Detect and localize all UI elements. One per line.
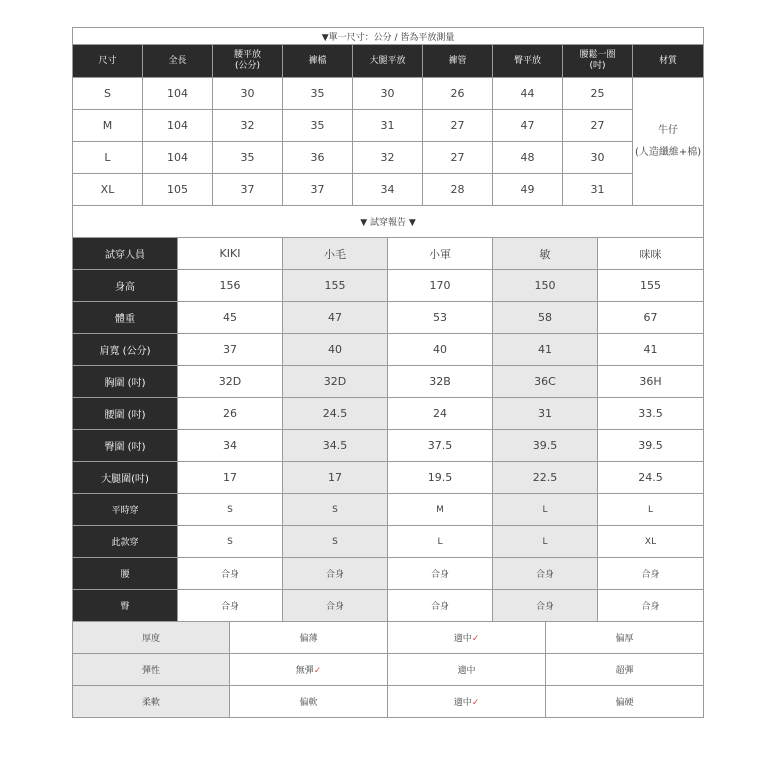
size-row xyxy=(73,142,704,174)
try-on-value: 敏 xyxy=(493,238,598,270)
size-chart-sheet xyxy=(72,27,703,718)
size-value: 104 xyxy=(143,142,213,174)
try-on-value: 155 xyxy=(598,270,704,302)
try-on-table xyxy=(72,205,704,622)
size-value: 27 xyxy=(423,110,493,142)
size-header-text: 全長 xyxy=(168,55,187,66)
try-on-title: ▼ 試穿報告 ▼ xyxy=(73,206,704,238)
try-on-value: S xyxy=(283,526,388,558)
try-on-value: 32D xyxy=(283,366,388,398)
try-on-label: 大腿圍(吋) xyxy=(73,462,178,494)
try-on-row xyxy=(73,398,704,430)
size-label: XL xyxy=(73,174,143,206)
try-on-label: 胸圍 (吋) xyxy=(73,366,178,398)
try-on-value: 150 xyxy=(493,270,598,302)
try-on-value: 32D xyxy=(178,366,283,398)
try-on-value: 合身 xyxy=(388,590,493,622)
try-on-value: 合身 xyxy=(178,590,283,622)
fabric-option xyxy=(546,686,704,718)
try-on-row xyxy=(73,558,704,590)
size-value: 31 xyxy=(563,174,633,206)
try-on-value: 31 xyxy=(493,398,598,430)
fabric-option-text: 偏軟 xyxy=(299,698,318,708)
try-on-value: 36C xyxy=(493,366,598,398)
size-row xyxy=(73,174,704,206)
try-on-label: 肩寬 (公分) xyxy=(73,334,178,366)
try-on-value: 39.5 xyxy=(598,430,704,462)
size-value: 32 xyxy=(353,142,423,174)
fabric-label: 彈性 xyxy=(73,654,230,686)
size-value: 34 xyxy=(353,174,423,206)
try-on-label: 體重 xyxy=(73,302,178,334)
try-on-value: 36H xyxy=(598,366,704,398)
size-header-cell xyxy=(633,45,704,78)
size-value: 49 xyxy=(493,174,563,206)
fabric-option xyxy=(388,686,546,718)
try-on-value: 小軍 xyxy=(388,238,493,270)
try-on-value: 67 xyxy=(598,302,704,334)
try-on-value: S xyxy=(283,494,388,526)
size-value: 28 xyxy=(423,174,493,206)
size-header-text: 大腿平放 xyxy=(369,55,406,66)
try-on-value: 41 xyxy=(598,334,704,366)
check-icon: ✓ xyxy=(471,634,480,644)
try-on-value: 39.5 xyxy=(493,430,598,462)
size-header-cell xyxy=(493,45,563,78)
try-on-label: 腰圍 (吋) xyxy=(73,398,178,430)
try-on-row xyxy=(73,430,704,462)
size-value: 105 xyxy=(143,174,213,206)
try-on-value: 合身 xyxy=(178,558,283,590)
size-value: 25 xyxy=(563,78,633,110)
size-value: 32 xyxy=(213,110,283,142)
fabric-option xyxy=(546,654,704,686)
size-header-text: 尺寸 xyxy=(98,55,117,66)
size-value: 104 xyxy=(143,78,213,110)
fabric-table xyxy=(72,621,704,718)
try-on-label: 身高 xyxy=(73,270,178,302)
try-on-value: 156 xyxy=(178,270,283,302)
try-on-value: 47 xyxy=(283,302,388,334)
try-on-label: 腰 xyxy=(73,558,178,590)
fabric-option-text: 適中 xyxy=(453,698,472,708)
size-header-cell xyxy=(423,45,493,78)
try-on-value: 咪咪 xyxy=(598,238,704,270)
try-on-value: 170 xyxy=(388,270,493,302)
try-on-value: 24.5 xyxy=(598,462,704,494)
try-on-value: 37 xyxy=(178,334,283,366)
try-on-value: 45 xyxy=(178,302,283,334)
size-value: 35 xyxy=(213,142,283,174)
size-value: 26 xyxy=(423,78,493,110)
try-on-value: 26 xyxy=(178,398,283,430)
size-header-cell xyxy=(73,45,143,78)
size-value: 44 xyxy=(493,78,563,110)
size-table-header xyxy=(73,45,704,78)
size-value: 47 xyxy=(493,110,563,142)
fabric-option xyxy=(546,622,704,654)
try-on-row xyxy=(73,302,704,334)
try-on-value: 41 xyxy=(493,334,598,366)
fabric-row xyxy=(73,654,704,686)
fabric-option xyxy=(388,622,546,654)
size-header-text: 材質 xyxy=(659,55,678,66)
try-on-value: L xyxy=(493,526,598,558)
size-table-title: ▼單一尺寸：公分 / 皆為平放測量 xyxy=(73,28,704,45)
try-on-value: 合身 xyxy=(388,558,493,590)
material-text: (人造纖維+棉) xyxy=(634,146,702,158)
size-value: 30 xyxy=(353,78,423,110)
size-header-text: 褲檔 xyxy=(308,55,327,66)
try-on-row xyxy=(73,494,704,526)
size-value: 35 xyxy=(283,78,353,110)
try-on-value: 合身 xyxy=(493,558,598,590)
size-value: 37 xyxy=(283,174,353,206)
try-on-value: 小毛 xyxy=(283,238,388,270)
fabric-body xyxy=(73,622,704,718)
try-on-value: 37.5 xyxy=(388,430,493,462)
size-header-text: (吋) xyxy=(589,61,606,71)
try-on-value: 32B xyxy=(388,366,493,398)
size-row xyxy=(73,78,704,110)
size-header-text: (公分) xyxy=(234,61,261,71)
size-header-cell xyxy=(213,45,283,78)
size-value: 30 xyxy=(563,142,633,174)
fabric-row xyxy=(73,622,704,654)
try-on-value: 19.5 xyxy=(388,462,493,494)
size-value: 35 xyxy=(283,110,353,142)
try-on-row xyxy=(73,526,704,558)
try-on-row xyxy=(73,462,704,494)
try-on-value: 合身 xyxy=(598,590,704,622)
fabric-option-text: 適中 xyxy=(453,634,472,644)
try-on-value: L xyxy=(598,494,704,526)
try-on-value: S xyxy=(178,494,283,526)
size-header-text: 腰鬆一圈 xyxy=(579,50,616,60)
try-on-value: XL xyxy=(598,526,704,558)
try-on-label: 臀 xyxy=(73,590,178,622)
try-on-label: 試穿人員 xyxy=(73,238,178,270)
try-on-row xyxy=(73,366,704,398)
try-on-value: L xyxy=(493,494,598,526)
material-text: 牛仔 xyxy=(658,124,679,136)
size-value: 36 xyxy=(283,142,353,174)
try-on-value: 40 xyxy=(388,334,493,366)
size-label: M xyxy=(73,110,143,142)
try-on-value: 40 xyxy=(283,334,388,366)
try-on-value: 合身 xyxy=(283,558,388,590)
size-header-text: 腰平放 xyxy=(233,50,261,60)
try-on-label: 平時穿 xyxy=(73,494,178,526)
size-value: 48 xyxy=(493,142,563,174)
try-on-value: L xyxy=(388,526,493,558)
try-on-value: KIKI xyxy=(178,238,283,270)
fabric-label: 厚度 xyxy=(73,622,230,654)
fabric-option xyxy=(230,622,388,654)
fabric-row xyxy=(73,686,704,718)
size-header-cell xyxy=(283,45,353,78)
try-on-value: M xyxy=(388,494,493,526)
size-header-text: 褲管 xyxy=(448,55,467,66)
try-on-value: 合身 xyxy=(598,558,704,590)
fabric-option-text: 偏硬 xyxy=(615,698,634,708)
fabric-option xyxy=(230,686,388,718)
size-row xyxy=(73,110,704,142)
try-on-body xyxy=(73,238,704,622)
try-on-value: 合身 xyxy=(493,590,598,622)
try-on-value: 22.5 xyxy=(493,462,598,494)
try-on-value: 58 xyxy=(493,302,598,334)
size-value: 31 xyxy=(353,110,423,142)
check-icon: ✓ xyxy=(313,666,322,676)
material-cell xyxy=(633,78,704,206)
try-on-value: 53 xyxy=(388,302,493,334)
size-label: S xyxy=(73,78,143,110)
fabric-option-text: 超彈 xyxy=(615,666,634,676)
check-icon: ✓ xyxy=(471,698,480,708)
fabric-option xyxy=(230,654,388,686)
try-on-value: 155 xyxy=(283,270,388,302)
size-table xyxy=(72,27,704,206)
size-value: 27 xyxy=(563,110,633,142)
try-on-label: 臀圍 (吋) xyxy=(73,430,178,462)
try-on-row xyxy=(73,238,704,270)
size-header-text: 臀平放 xyxy=(513,55,541,66)
fabric-option-text: 適中 xyxy=(457,666,476,676)
size-value: 104 xyxy=(143,110,213,142)
size-value: 30 xyxy=(213,78,283,110)
try-on-row xyxy=(73,334,704,366)
size-header-cell xyxy=(563,45,633,78)
fabric-option-text: 偏厚 xyxy=(615,634,634,644)
fabric-option-text: 無彈 xyxy=(295,666,314,676)
size-header-cell xyxy=(143,45,213,78)
try-on-value: 34.5 xyxy=(283,430,388,462)
size-value: 27 xyxy=(423,142,493,174)
try-on-value: 33.5 xyxy=(598,398,704,430)
try-on-value: 34 xyxy=(178,430,283,462)
try-on-row xyxy=(73,590,704,622)
fabric-label: 柔軟 xyxy=(73,686,230,718)
try-on-label: 此款穿 xyxy=(73,526,178,558)
try-on-value: 17 xyxy=(178,462,283,494)
try-on-value: S xyxy=(178,526,283,558)
try-on-value: 24.5 xyxy=(283,398,388,430)
size-table-body xyxy=(73,78,704,206)
size-label: L xyxy=(73,142,143,174)
size-value: 37 xyxy=(213,174,283,206)
try-on-value: 17 xyxy=(283,462,388,494)
try-on-value: 合身 xyxy=(283,590,388,622)
try-on-value: 24 xyxy=(388,398,493,430)
fabric-option xyxy=(388,654,546,686)
size-header-cell xyxy=(353,45,423,78)
try-on-row xyxy=(73,270,704,302)
fabric-option-text: 偏薄 xyxy=(299,634,318,644)
